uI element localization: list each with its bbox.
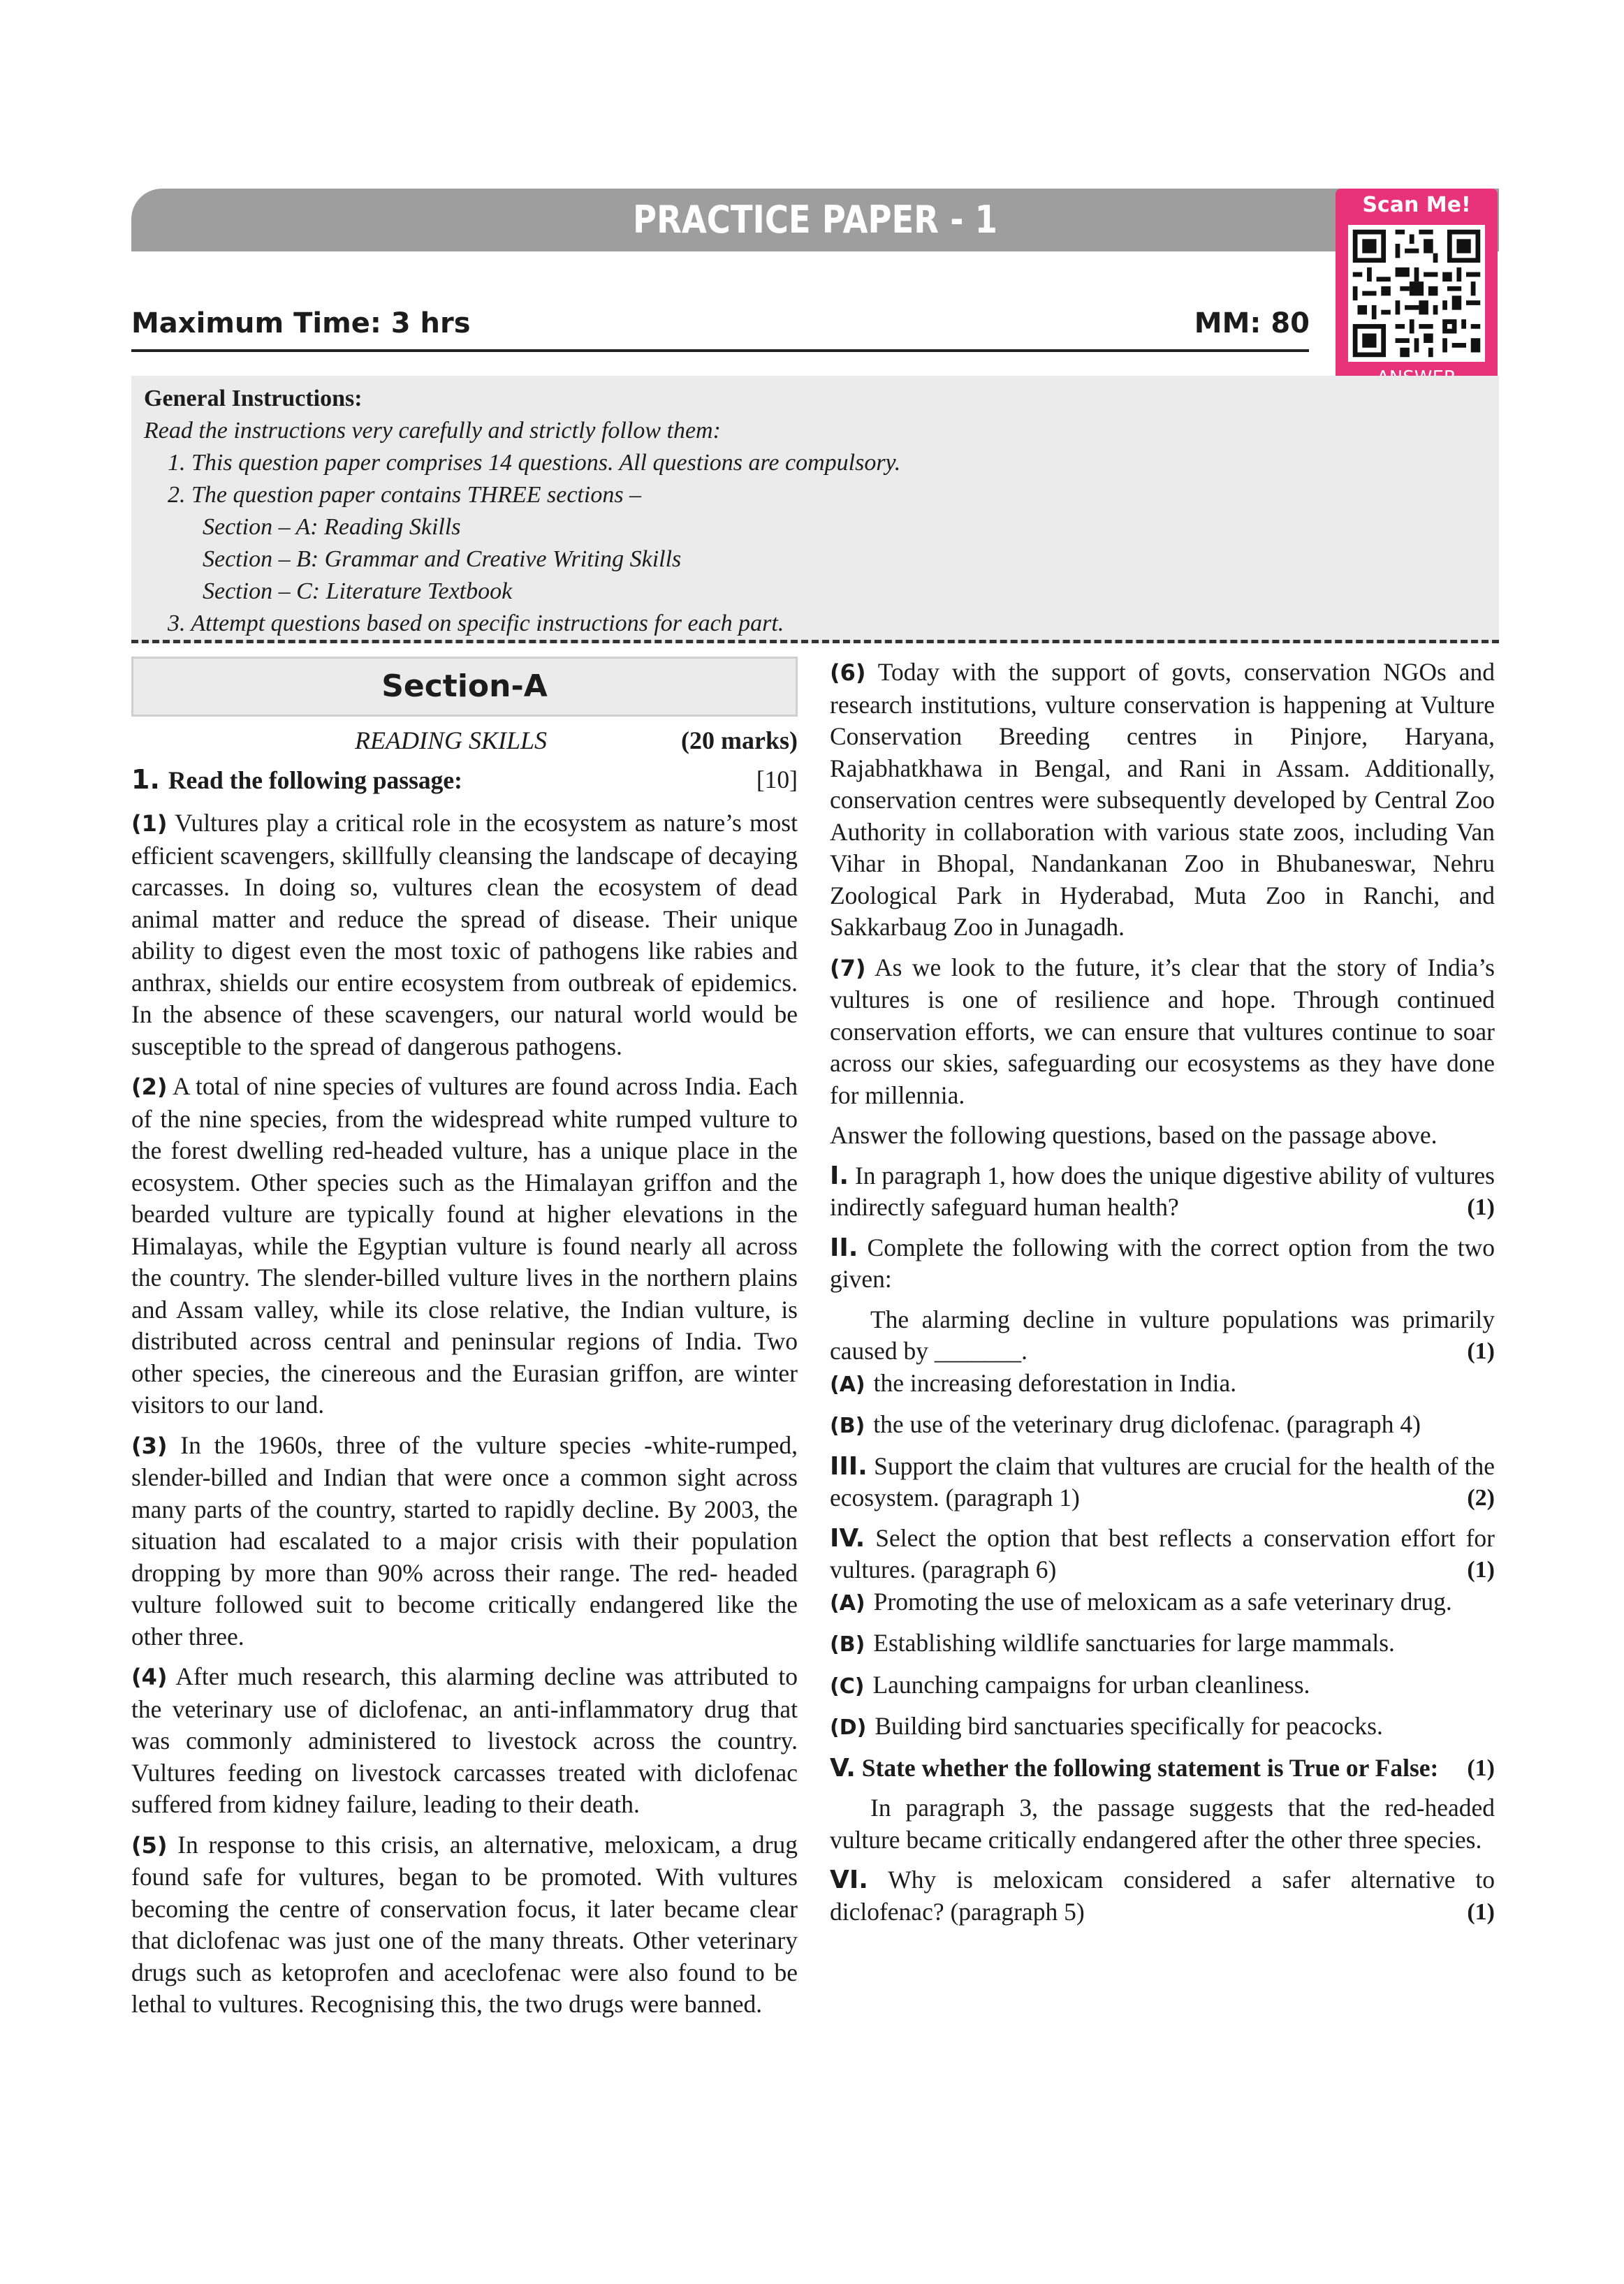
general-instructions [131, 376, 1499, 643]
question-marks: (2) [1467, 1485, 1495, 1511]
question-number: VI. [830, 1866, 868, 1894]
passage-paragraph [131, 1661, 798, 1821]
question-marks: [10] [756, 766, 798, 793]
instruction-subitem: Section – C: Literature Textbook [203, 578, 513, 604]
question-text: Read the following passage: [168, 766, 462, 794]
option-text: the use of the veterinary drug diclofenac. (paragraph 4) [873, 1410, 1421, 1438]
question-1-header [131, 760, 798, 799]
question-stem [830, 1304, 1495, 1368]
question-number: III. [830, 1451, 868, 1481]
paragraph-number: (2) [131, 1074, 168, 1100]
option-d [830, 1711, 1495, 1744]
option-label: (A) [830, 1372, 865, 1397]
question-number: V. [830, 1753, 856, 1782]
option-label: (A) [830, 1590, 865, 1616]
passage-paragraph [131, 1829, 798, 2021]
passage-paragraph [830, 952, 1495, 1112]
question-iv [830, 1523, 1495, 1586]
section-heading: Section-A [131, 657, 798, 717]
paragraph-number: (5) [131, 1831, 168, 1859]
reading-skills-label: READING SKILLS [355, 726, 548, 754]
paragraph-text: In the 1960s, three of the vulture species -white-rumped, slender-billed and Indian that were once a common sight across many parts of the country, started to rapidly decline. By 2003, the situation had escalated to a major crisis with their population dropping by more than 90% across their range. The red- headed vulture followed suit to become critically endangered like the other three. [131, 1430, 798, 1650]
paragraph-text: After much research, this alarming decline was attributed to the veterinary use of diclofenac, an anti-inflammatory drug that was commonly administered to livestock across the country. Vultures feeding on livestock carcasses treated with diclofenac suffered from kidney failure, leading to their death. [131, 1662, 798, 1818]
option-label: (C) [830, 1674, 865, 1699]
question-marks: (1) [1467, 1338, 1495, 1364]
option-b [830, 1409, 1495, 1442]
instructions-intro: Read the instructions very carefully and strictly follow them: [144, 418, 721, 444]
instruction-item: 3. Attempt questions based on specific instructions for each part. [168, 610, 784, 636]
max-time: Maximum Time: 3 hrs [131, 307, 471, 339]
instruction-subitem: Section – A: Reading Skills [203, 514, 461, 540]
question-number: 1. [131, 764, 160, 795]
reading-skills-marks: (20 marks) [681, 726, 798, 754]
paragraph-number: (4) [131, 1664, 168, 1690]
question-text: Select the option that best reflects a conservation effort for vultures. (paragraph 6) [830, 1523, 1495, 1583]
option-label: (B) [830, 1632, 865, 1657]
passage-paragraph [131, 1071, 798, 1421]
paragraph-number: (3) [131, 1432, 168, 1459]
option-text: Building bird sanctuaries specifically for peacocks. [875, 1712, 1383, 1740]
question-text: Complete the following with the correct option from the two given: [830, 1233, 1495, 1293]
option-text: the increasing deforestation in India. [873, 1368, 1237, 1397]
passage-paragraph [131, 1430, 798, 1653]
question-stem: In paragraph 3, the passage suggests that the red-headed vulture became critically endangered after the other three species. [830, 1794, 1495, 1854]
paragraph-number: (7) [830, 954, 866, 981]
questions-intro: Answer the following questions, based on the passage above. [830, 1121, 1438, 1149]
max-marks: MM: 80 [1194, 307, 1310, 339]
question-text: Why is meloxicam considered a safer alternative to diclofenac? (paragraph 5) [830, 1866, 1495, 1926]
option-label: (D) [830, 1715, 867, 1740]
instructions-title: General Instructions: [144, 386, 363, 411]
paragraph-text: Today with the support of govts, conservation NGOs and research institutions, vulture conservation is happening at Vulture Conservation Breeding centres in Pinjore, Haryana, Rajabhatkhawa in Bengal, and Rani in Assam. Additionally, conservation centres were subsequently developed by Central Zoo Authority in collaboration with various state zoos, including Van Vihar in Bhopal, Nandankanan Zoo in Bhubaneswar, Nehru Zoological Park in Hyderabad, Muta Zoo in Ranchi, and Sakkarbaug Zoo in Junagadh. [830, 658, 1495, 941]
page-title: PRACTICE PAPER - 1 [633, 198, 997, 242]
question-marks: (1) [1467, 1194, 1495, 1220]
question-number: II. [830, 1233, 858, 1262]
option-text: Promoting the use of meloxicam as a safe veterinary drug. [873, 1587, 1452, 1616]
question-marks: (1) [1467, 1557, 1495, 1583]
question-text: State whether the following statement is True or False: [855, 1753, 1439, 1782]
option-a [830, 1368, 1495, 1401]
option-text: Launching campaigns for urban cleanliness. [872, 1670, 1310, 1699]
scan-label: Scan Me! [1362, 193, 1471, 217]
scan-me-box[interactable] [1336, 189, 1498, 394]
option-b [830, 1627, 1495, 1661]
question-marks: (1) [1467, 1898, 1495, 1925]
question-marks: (1) [1467, 1755, 1495, 1781]
title-banner [131, 189, 1499, 251]
question-text: Support the claim that vultures are crucial for the health of the ecosystem. (paragraph 1) [830, 1451, 1495, 1511]
paragraph-number: (1) [131, 810, 168, 837]
question-text: In paragraph 1, how does the unique digestive ability of vultures indirectly safeguard human health? [830, 1161, 1495, 1221]
stem-text: The alarming decline in vulture populations was primarily caused by _______. [830, 1305, 1495, 1365]
question-iii [830, 1451, 1495, 1514]
question-v [830, 1752, 1495, 1785]
right-column [830, 657, 1495, 1928]
question-ii [830, 1232, 1495, 1296]
paragraph-text: In response to this crisis, an alternative, meloxicam, a drug found safe for vultures, began to be promoted. With vultures becoming the centre of conservation focus, it later became clear that diclofenac was just one of the many threats. Other veterinary drugs such as ketoprofen and aceclofenac were also found to be lethal to vultures. Recognising this, the two drugs were banned. [131, 1830, 798, 2018]
paragraph-text: A total of nine species of vultures are found across India. Each of the nine species, from the widespread white rumped vulture to the forest dwelling red-headed vulture, has a unique place in the ecosystem. Other species such as the Himalayan griffon and the bearded vulture are typically found at higher elevations in the Himalayas, while the Egyptian vulture is found nearly all across the country. The slender-billed vulture lives in the northern plains and Assam valley, while its close relative, the Indian vulture, is distributed across central and peninsular regions of India. Two other species, the cinereous and the Eurasian griffon, are winter visitors to our land. [131, 1072, 798, 1419]
option-text: Establishing wildlife sanctuaries for large mammals. [873, 1629, 1395, 1657]
option-c [830, 1669, 1495, 1703]
option-label: (B) [830, 1414, 865, 1438]
passage-paragraph [830, 657, 1495, 944]
instruction-item: 1. This question paper comprises 14 questions. All questions are compulsory. [168, 450, 901, 476]
option-a [830, 1586, 1495, 1620]
instruction-subitem: Section – B: Grammar and Creative Writing Skills [203, 546, 682, 572]
question-i [830, 1160, 1495, 1224]
paragraph-text: As we look to the future, it’s clear that the story of India’s vultures is one of resilience and hope. Through continued conservation efforts, we can ensure that vultures continue to soar across our skies, safeguarding our ecosystems as they have done for millennia. [830, 953, 1495, 1109]
passage-paragraph [131, 807, 798, 1062]
question-number: IV. [830, 1523, 865, 1553]
qr-code-icon[interactable] [1348, 225, 1485, 362]
header-divider [131, 349, 1309, 352]
paragraph-number: (6) [830, 659, 866, 686]
left-column [131, 657, 798, 2021]
question-vi [830, 1864, 1495, 1928]
question-number: I. [830, 1161, 849, 1190]
instruction-item: 2. The question paper contains THREE sections – [168, 482, 642, 508]
paragraph-text: Vultures play a critical role in the ecosystem as nature’s most efficient scavengers, skillfully cleansing the landscape of decaying carcasses. In doing so, vultures clean the ecosystem of dead animal matter and reduce the spread of disease. Their unique ability to digest even the most toxic of pathogens like rabies and anthrax, shields our entire ecosystem from outbreak of epidemics. In the absence of these scavengers, our natural world would be susceptible to the spread of dangerous pathogens. [131, 809, 798, 1060]
reading-skills-row [131, 721, 798, 760]
